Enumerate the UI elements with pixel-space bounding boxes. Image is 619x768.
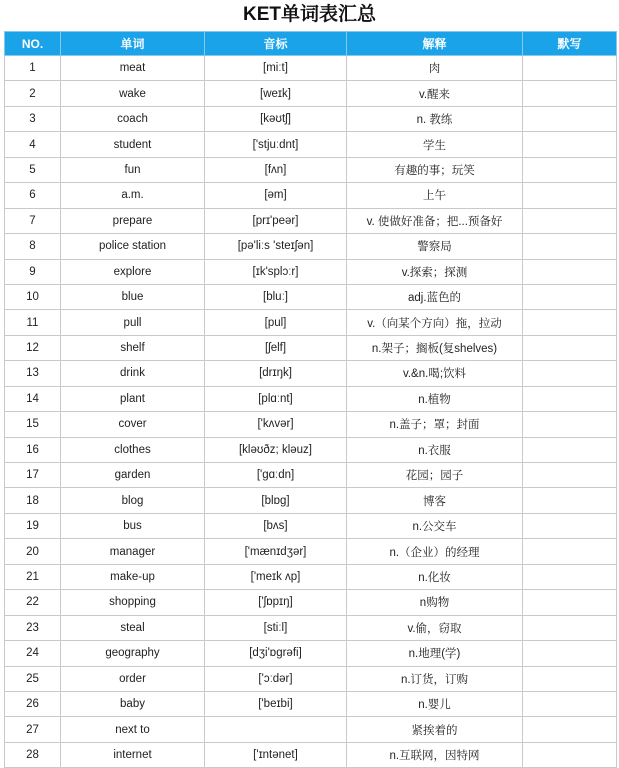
cell-word: blue xyxy=(61,284,205,309)
cell-word: explore xyxy=(61,259,205,284)
cell-meaning: 有趣的事；玩笑 xyxy=(347,157,523,182)
cell-phonetic: [prɪ'peər] xyxy=(205,208,347,233)
table-row xyxy=(5,56,617,81)
cell-phonetic: [plɑːnt] xyxy=(205,386,347,411)
cell-dictation[interactable] xyxy=(523,208,617,233)
cell-phonetic xyxy=(205,717,347,742)
cell-phonetic: [blɒg] xyxy=(205,488,347,513)
cell-meaning: 肉 xyxy=(347,56,523,81)
cell-word: fun xyxy=(61,157,205,182)
table-row xyxy=(5,157,617,182)
cell-dictation[interactable] xyxy=(523,717,617,742)
cell-number: 20 xyxy=(5,539,61,564)
cell-dictation[interactable] xyxy=(523,463,617,488)
cell-word: meat xyxy=(61,56,205,81)
table-row xyxy=(5,259,617,284)
cell-word: wake xyxy=(61,81,205,106)
cell-phonetic: ['kʌvər] xyxy=(205,412,347,437)
cell-phonetic: ['ɔːdər] xyxy=(205,666,347,691)
cell-phonetic: [kləʊðz; kləuz] xyxy=(205,437,347,462)
cell-phonetic: ['stjuːdnt] xyxy=(205,132,347,157)
cell-word: cover xyxy=(61,412,205,437)
table-row xyxy=(5,106,617,131)
cell-meaning: n.衣服 xyxy=(347,437,523,462)
cell-word: baby xyxy=(61,691,205,716)
table-row xyxy=(5,361,617,386)
cell-number: 5 xyxy=(5,157,61,182)
cell-word: geography xyxy=(61,641,205,666)
cell-dictation[interactable] xyxy=(523,412,617,437)
cell-dictation[interactable] xyxy=(523,310,617,335)
cell-dictation[interactable] xyxy=(523,157,617,182)
cell-number: 25 xyxy=(5,666,61,691)
cell-word: garden xyxy=(61,463,205,488)
cell-dictation[interactable] xyxy=(523,56,617,81)
cell-number: 16 xyxy=(5,437,61,462)
cell-number: 28 xyxy=(5,742,61,767)
page-title: KET单词表汇总 xyxy=(242,4,376,25)
table-row xyxy=(5,539,617,564)
cell-dictation[interactable] xyxy=(523,259,617,284)
cell-meaning: 上午 xyxy=(347,183,523,208)
cell-phonetic: [ɪk'splɔːr] xyxy=(205,259,347,284)
cell-phonetic: [kəʊtʃ] xyxy=(205,106,347,131)
table-row xyxy=(5,742,617,767)
cell-word: pull xyxy=(61,310,205,335)
cell-number: 14 xyxy=(5,386,61,411)
cell-number: 11 xyxy=(5,310,61,335)
cell-word: steal xyxy=(61,615,205,640)
cell-number: 12 xyxy=(5,335,61,360)
cell-number: 15 xyxy=(5,412,61,437)
cell-word: plant xyxy=(61,386,205,411)
cell-word: clothes xyxy=(61,437,205,462)
cell-number: 18 xyxy=(5,488,61,513)
cell-number: 7 xyxy=(5,208,61,233)
cell-phonetic: [miːt] xyxy=(205,56,347,81)
table-row xyxy=(5,234,617,259)
cell-meaning: n.架子；搁板(复shelves) xyxy=(347,335,523,360)
table-row xyxy=(5,615,617,640)
table-row xyxy=(5,284,617,309)
cell-number: 9 xyxy=(5,259,61,284)
table-row xyxy=(5,463,617,488)
cell-meaning: n.植物 xyxy=(347,386,523,411)
table-row xyxy=(5,564,617,589)
cell-meaning: n. 教练 xyxy=(347,106,523,131)
table-row xyxy=(5,666,617,691)
cell-phonetic: [bluː] xyxy=(205,284,347,309)
table-row xyxy=(5,641,617,666)
vocabulary-table xyxy=(4,31,617,768)
cell-dictation[interactable] xyxy=(523,106,617,131)
cell-number: 26 xyxy=(5,691,61,716)
table-header-row xyxy=(5,32,617,56)
cell-dictation[interactable] xyxy=(523,666,617,691)
cell-meaning: n.化妆 xyxy=(347,564,523,589)
cell-dictation[interactable] xyxy=(523,742,617,767)
cell-word: a.m. xyxy=(61,183,205,208)
cell-phonetic: ['beɪbi] xyxy=(205,691,347,716)
cell-meaning: v.醒来 xyxy=(347,81,523,106)
cell-phonetic: [bʌs] xyxy=(205,513,347,538)
table-row xyxy=(5,513,617,538)
table-row xyxy=(5,208,617,233)
cell-phonetic: [pə'liːs 'steɪʃən] xyxy=(205,234,347,259)
cell-meaning: v.偷，窃取 xyxy=(347,615,523,640)
cell-word: blog xyxy=(61,488,205,513)
cell-meaning: 花园；园子 xyxy=(347,463,523,488)
cell-dictation[interactable] xyxy=(523,284,617,309)
cell-meaning: n购物 xyxy=(347,590,523,615)
table-row xyxy=(5,132,617,157)
table-row xyxy=(5,183,617,208)
cell-phonetic: [drɪŋk] xyxy=(205,361,347,386)
cell-phonetic: [əm] xyxy=(205,183,347,208)
cell-number: 21 xyxy=(5,564,61,589)
cell-word: shelf xyxy=(61,335,205,360)
cell-meaning: 博客 xyxy=(347,488,523,513)
cell-meaning: n.互联网，因特网 xyxy=(347,742,523,767)
cell-word: internet xyxy=(61,742,205,767)
table-row xyxy=(5,437,617,462)
cell-dictation[interactable] xyxy=(523,234,617,259)
table-row xyxy=(5,386,617,411)
cell-dictation[interactable] xyxy=(523,183,617,208)
table-row xyxy=(5,335,617,360)
cell-number: 19 xyxy=(5,513,61,538)
cell-meaning: adj.蓝色的 xyxy=(347,284,523,309)
cell-word: order xyxy=(61,666,205,691)
column-header-dictation: 默写 xyxy=(523,32,617,56)
cell-meaning: v.（向某个方向）拖，拉动 xyxy=(347,310,523,335)
cell-meaning: n.公交车 xyxy=(347,513,523,538)
cell-meaning: n.婴儿 xyxy=(347,691,523,716)
cell-number: 3 xyxy=(5,106,61,131)
cell-dictation[interactable] xyxy=(523,691,617,716)
table-row xyxy=(5,717,617,742)
cell-phonetic: ['mænɪdʒər] xyxy=(205,539,347,564)
column-header-no: NO. xyxy=(5,32,61,56)
cell-phonetic: ['meɪk ʌp] xyxy=(205,564,347,589)
cell-phonetic: ['ɪntənet] xyxy=(205,742,347,767)
cell-meaning: 学生 xyxy=(347,132,523,157)
cell-dictation[interactable] xyxy=(523,615,617,640)
cell-number: 17 xyxy=(5,463,61,488)
cell-dictation[interactable] xyxy=(523,81,617,106)
cell-number: 2 xyxy=(5,81,61,106)
cell-word: next to xyxy=(61,717,205,742)
table-row xyxy=(5,590,617,615)
cell-number: 27 xyxy=(5,717,61,742)
table-body xyxy=(5,56,617,768)
cell-dictation[interactable] xyxy=(523,335,617,360)
cell-meaning: n.订货，订购 xyxy=(347,666,523,691)
table-row xyxy=(5,310,617,335)
cell-number: 1 xyxy=(5,56,61,81)
cell-number: 22 xyxy=(5,590,61,615)
cell-phonetic: ['gɑːdn] xyxy=(205,463,347,488)
cell-word: drink xyxy=(61,361,205,386)
cell-number: 10 xyxy=(5,284,61,309)
cell-dictation[interactable] xyxy=(523,539,617,564)
cell-number: 13 xyxy=(5,361,61,386)
cell-dictation[interactable] xyxy=(523,564,617,589)
column-header-meaning: 解释 xyxy=(347,32,523,56)
cell-word: coach xyxy=(61,106,205,131)
cell-dictation[interactable] xyxy=(523,590,617,615)
cell-meaning: n.（企业）的经理 xyxy=(347,539,523,564)
cell-dictation[interactable] xyxy=(523,132,617,157)
cell-number: 8 xyxy=(5,234,61,259)
cell-dictation[interactable] xyxy=(523,513,617,538)
cell-phonetic: [dʒi'ɒgrəfi] xyxy=(205,641,347,666)
table-row xyxy=(5,412,617,437)
cell-word: shopping xyxy=(61,590,205,615)
cell-number: 23 xyxy=(5,615,61,640)
cell-dictation[interactable] xyxy=(523,488,617,513)
cell-phonetic: ['ʃɒpɪŋ] xyxy=(205,590,347,615)
cell-meaning: n.地理(学) xyxy=(347,641,523,666)
cell-phonetic: [stiːl] xyxy=(205,615,347,640)
cell-phonetic: [pul] xyxy=(205,310,347,335)
table-row xyxy=(5,691,617,716)
cell-phonetic: [weɪk] xyxy=(205,81,347,106)
cell-dictation[interactable] xyxy=(523,361,617,386)
cell-meaning: v. 使做好准备；把...预备好 xyxy=(347,208,523,233)
column-header-word: 单词 xyxy=(61,32,205,56)
cell-meaning: v.&n.喝;饮料 xyxy=(347,361,523,386)
table-row xyxy=(5,488,617,513)
cell-number: 4 xyxy=(5,132,61,157)
cell-meaning: 警察局 xyxy=(347,234,523,259)
cell-dictation[interactable] xyxy=(523,386,617,411)
column-header-phonetic: 音标 xyxy=(205,32,347,56)
cell-word: bus xyxy=(61,513,205,538)
cell-meaning: v.探索；探测 xyxy=(347,259,523,284)
cell-number: 6 xyxy=(5,183,61,208)
cell-dictation[interactable] xyxy=(523,437,617,462)
cell-dictation[interactable] xyxy=(523,641,617,666)
cell-meaning: n.盖子；罩；封面 xyxy=(347,412,523,437)
table-row xyxy=(5,81,617,106)
cell-word: prepare xyxy=(61,208,205,233)
cell-word: student xyxy=(61,132,205,157)
cell-word: make-up xyxy=(61,564,205,589)
cell-number: 24 xyxy=(5,641,61,666)
cell-word: police station xyxy=(61,234,205,259)
cell-phonetic: [ʃelf] xyxy=(205,335,347,360)
cell-word: manager xyxy=(61,539,205,564)
cell-meaning: 紧挨着的 xyxy=(347,717,523,742)
cell-phonetic: [fʌn] xyxy=(205,157,347,182)
